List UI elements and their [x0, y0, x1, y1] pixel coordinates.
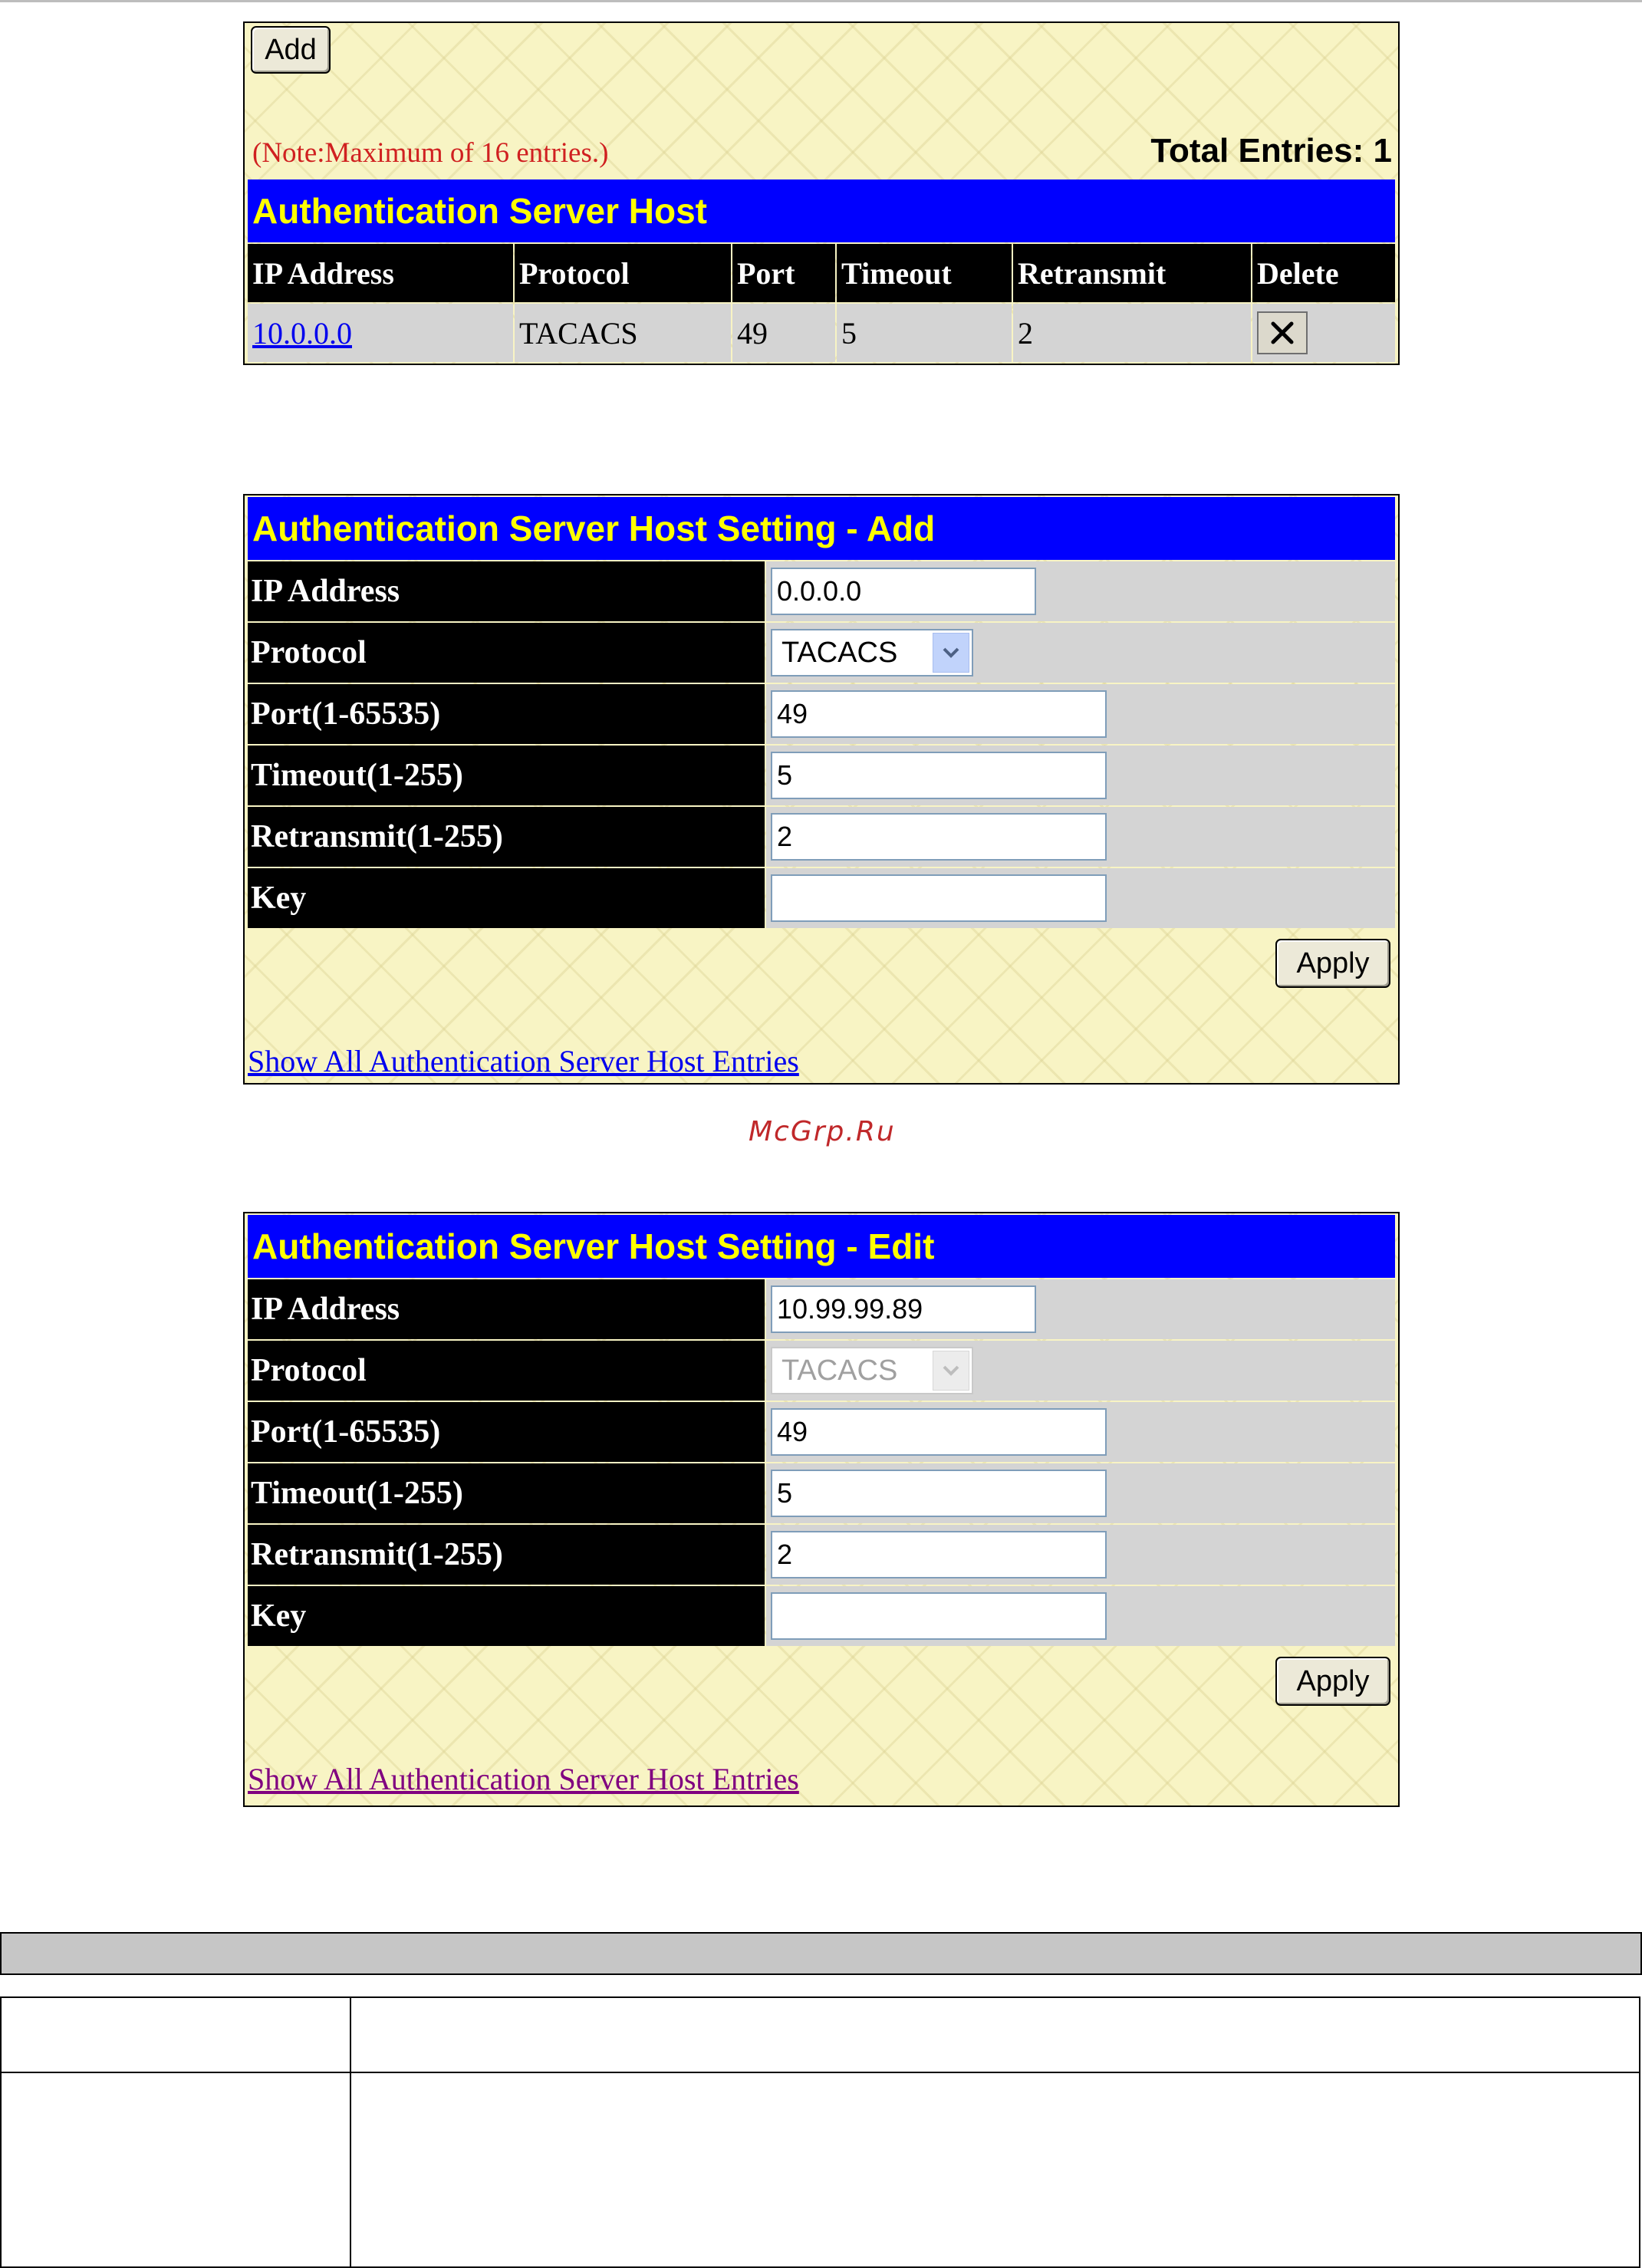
edit-timeout-label: Timeout(1-255): [248, 1463, 765, 1523]
add-protocol-label: Protocol: [248, 623, 765, 683]
col-header-ip: IP Address: [248, 244, 513, 302]
add-panel-title: Authentication Server Host Setting - Add: [248, 497, 1395, 560]
add-retransmit-label: Retransmit(1-255): [248, 807, 765, 867]
col-header-port: Port: [732, 244, 835, 302]
add-show-all-link[interactable]: Show All Authentication Server Host Entries: [248, 1044, 799, 1078]
ip-address-link[interactable]: 10.0.0.0: [252, 315, 352, 351]
edit-port-cell: [766, 1402, 1395, 1462]
description-header-bar: [0, 1932, 1642, 1975]
edit-port-input[interactable]: 49: [771, 1408, 1107, 1456]
page-top-rule: [0, 0, 1642, 2]
col-header-retransmit: Retransmit: [1013, 244, 1251, 302]
edit-port-label: Port(1-65535): [248, 1402, 765, 1462]
add-ip-label: IP Address: [248, 561, 765, 621]
edit-timeout-input[interactable]: 5: [771, 1470, 1107, 1517]
add-ip-cell: [766, 561, 1395, 621]
add-protocol-cell: [766, 623, 1395, 683]
description-table-divider: [350, 1998, 351, 2266]
add-protocol-value: TACACS: [782, 636, 898, 669]
col-header-timeout: Timeout: [837, 244, 1012, 302]
edit-panel-title: Authentication Server Host Setting - Edit: [248, 1215, 1395, 1278]
edit-protocol-select: [771, 1347, 973, 1394]
close-icon: [1267, 318, 1298, 348]
edit-key-input[interactable]: [771, 1592, 1107, 1640]
chevron-down-icon[interactable]: [933, 633, 969, 673]
edit-key-cell: [766, 1586, 1395, 1646]
chevron-down-icon: [933, 1351, 969, 1391]
row-ip-cell: [248, 304, 513, 362]
edit-show-all-link[interactable]: Show All Authentication Server Host Entries: [248, 1762, 799, 1796]
row-timeout: 5: [837, 304, 1012, 362]
add-port-input[interactable]: 49: [771, 690, 1107, 738]
edit-apply-button[interactable]: Apply: [1275, 1657, 1390, 1706]
add-button[interactable]: Add: [251, 26, 331, 74]
edit-setting-panel: [243, 1212, 1400, 1807]
edit-ip-input[interactable]: 10.99.99.89: [771, 1285, 1036, 1333]
edit-key-label: Key: [248, 1586, 765, 1646]
edit-retransmit-cell: [766, 1525, 1395, 1585]
add-port-label: Port(1-65535): [248, 684, 765, 744]
add-retransmit-cell: [766, 807, 1395, 867]
description-table: [0, 1996, 1640, 2268]
add-key-cell: [766, 868, 1395, 928]
add-timeout-input[interactable]: 5: [771, 752, 1107, 799]
col-header-protocol: Protocol: [515, 244, 731, 302]
add-setting-panel: [243, 494, 1400, 1085]
edit-retransmit-label: Retransmit(1-255): [248, 1525, 765, 1585]
total-entries: Total Entries: 1: [1150, 132, 1392, 170]
add-ip-input[interactable]: 0.0.0.0: [771, 568, 1036, 615]
add-retransmit-input[interactable]: 2: [771, 813, 1107, 861]
edit-protocol-label: Protocol: [248, 1341, 765, 1401]
add-key-label: Key: [248, 868, 765, 928]
delete-button[interactable]: [1257, 311, 1308, 354]
edit-timeout-cell: [766, 1463, 1395, 1523]
row-port: 49: [732, 304, 835, 362]
edit-ip-label: IP Address: [248, 1279, 765, 1339]
edit-retransmit-input[interactable]: 2: [771, 1531, 1107, 1578]
server-host-list-panel: [243, 21, 1400, 365]
list-title: Authentication Server Host: [248, 179, 1395, 242]
add-key-input[interactable]: [771, 874, 1107, 922]
max-entries-note: (Note:Maximum of 16 entries.): [252, 137, 609, 169]
add-apply-button[interactable]: Apply: [1275, 939, 1390, 988]
description-table-row-divider: [2, 2072, 1639, 2073]
edit-protocol-value: TACACS: [782, 1354, 898, 1387]
add-timeout-label: Timeout(1-255): [248, 746, 765, 805]
edit-ip-cell: [766, 1279, 1395, 1339]
add-port-cell: [766, 684, 1395, 744]
add-timeout-cell: [766, 746, 1395, 805]
edit-protocol-cell: [766, 1341, 1395, 1401]
watermark: McGrp.Ru: [749, 1116, 896, 1147]
row-delete-cell: [1252, 304, 1395, 362]
row-protocol: TACACS: [515, 304, 731, 362]
add-protocol-select[interactable]: [771, 629, 973, 676]
col-header-delete: Delete: [1252, 244, 1395, 302]
row-retransmit: 2: [1013, 304, 1251, 362]
